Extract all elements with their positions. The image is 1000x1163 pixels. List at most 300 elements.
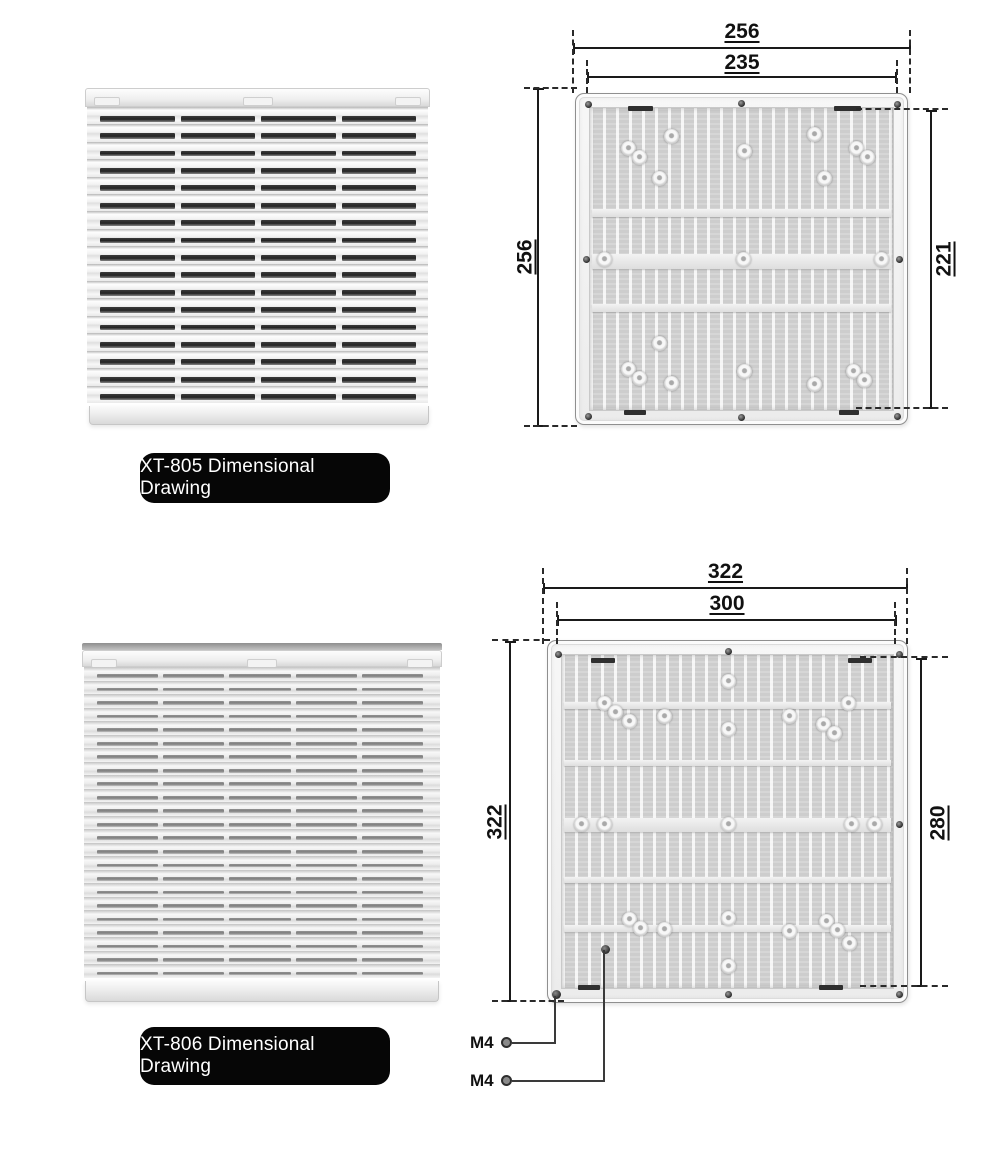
louver-slot [181,342,256,348]
leader-line [603,950,605,1082]
screw-boss [842,936,857,951]
louver-slot [261,342,336,348]
extension-line [524,425,577,427]
louver-slot [163,688,224,692]
louver-slots [97,931,423,935]
xt805-back-view [575,93,908,425]
louver-row [84,802,440,816]
louver-slot [296,809,357,813]
screw-boss [632,371,647,386]
louver-slot [342,185,417,191]
louver-slot [97,836,158,840]
louver-slot [362,674,423,678]
louver-slot [229,904,290,908]
louver-slots [100,220,416,226]
louver-slots [100,272,416,278]
louver-stack [84,667,440,978]
louver-slot [229,864,290,868]
louver-slot [229,945,290,949]
louver-slot [100,185,175,191]
screw-boss [721,722,736,737]
louver-slot [362,904,423,908]
extension-line [572,30,574,93]
louver-slots [97,836,423,840]
louver-slot [362,728,423,732]
louver-slot [163,972,224,976]
extension-line [524,87,577,89]
louver-slots [100,325,416,331]
louver-slot [342,116,417,122]
louver-slot [261,220,336,226]
screw-callout-label: M4 [470,1033,494,1052]
louver-slot [296,931,357,935]
louver-slot [261,377,336,383]
louver-slot [97,945,158,949]
louver-row [84,694,440,708]
louver-row [84,829,440,843]
louver-slot [97,931,158,935]
callout-bullet [501,1075,512,1086]
louver-row [87,246,428,263]
dim-value-805-inner-height: 221 [932,241,956,277]
louver-slots [100,255,416,261]
screw-boss [721,959,736,974]
dim-value-806-outer-width: 322 [707,560,744,583]
louver-slot [342,151,417,157]
louver-slot [261,359,336,365]
mounting-clip [624,410,646,415]
extension-line [556,602,558,644]
louver-slot [229,769,290,773]
louver-slot [97,958,158,962]
frame-screw [555,651,562,658]
louver-slots [97,918,423,922]
louver-slots [97,945,423,949]
screw-boss [736,252,751,267]
louver-slot [97,864,158,868]
dim-value-805-inner-width: 235 [724,51,760,74]
louver-slot [163,769,224,773]
louver-slot [261,325,336,331]
louver-row [84,721,440,735]
louver-slot [296,945,357,949]
extension-line [856,108,948,110]
louver-slot [97,918,158,922]
filter-band [592,304,891,312]
louver-row [84,735,440,749]
dim-line-806-inner-width [557,619,897,621]
louver-slot [296,850,357,854]
louver-row [84,708,440,722]
louver-slots [100,377,416,383]
louver-slots [100,151,416,157]
louver-slot [181,377,256,383]
louver-slot [261,394,336,400]
louver-slot [163,782,224,786]
louver-row [87,316,428,333]
louver-slot [362,972,423,976]
cap-tab [94,97,120,106]
leader-line [512,1080,605,1082]
louver-slots [100,394,416,400]
dim-line-805-inner-width [587,76,897,78]
dim-value-806-outer-height: 322 [483,804,507,840]
screw-boss [622,714,637,729]
louver-slots [100,168,416,174]
louver-slots [100,307,416,313]
louver-slot [342,342,417,348]
frame-screw [894,413,901,420]
louver-slot [296,904,357,908]
louver-row [84,964,440,978]
screw-boss [807,127,822,142]
grille-top-cap [82,650,442,667]
louver-slot [100,238,175,244]
louver-slot [362,945,423,949]
screw-boss [652,336,667,351]
louver-row [87,368,428,385]
louver-slot [229,755,290,759]
louver-row [87,229,428,246]
m4-screw-hole [552,990,561,999]
xt805-front-view [85,88,430,425]
louver-slot [296,864,357,868]
louver-slot [229,742,290,746]
extension-line [586,60,588,93]
louver-slots [97,877,423,881]
louver-slot [163,742,224,746]
louver-slot [100,220,175,226]
frame-screw [894,101,901,108]
screw-boss [597,252,612,267]
louver-slot [97,674,158,678]
screw-boss [830,923,845,938]
louver-slot [97,796,158,800]
grille-top-cap [85,88,430,107]
louver-slot [97,782,158,786]
louver-slot [296,823,357,827]
screw-boss [737,364,752,379]
frame-screw [896,821,903,828]
louver-slot [362,891,423,895]
louver-row [84,816,440,830]
screw-boss [737,144,752,159]
louver-slot [362,931,423,935]
louver-slots [97,769,423,773]
louver-slot [181,185,256,191]
screw-callout-label: M4 [470,1071,494,1090]
louver-slot [229,931,290,935]
xt806-back-view [547,640,908,1003]
louver-slots [100,185,416,191]
louver-slot [229,796,290,800]
louver-slot [163,850,224,854]
frame-screw [738,100,745,107]
louver-slot [261,238,336,244]
xt806-caption: XT-806 Dimensional Drawing [140,1027,390,1085]
louver-slots [100,238,416,244]
louver-slot [342,220,417,226]
louver-row [87,107,428,124]
screw-boss [860,150,875,165]
louver-slot [163,931,224,935]
louver-slot [97,809,158,813]
louver-slot [261,307,336,313]
louver-slot [261,203,336,209]
xt806-front-view [82,643,442,1003]
filter-band [564,760,891,766]
screw-boss [841,696,856,711]
louver-slot [261,116,336,122]
leader-line [512,1042,555,1044]
louver-slot [296,728,357,732]
louver-slot [163,836,224,840]
louver-slot [100,394,175,400]
frame-screw [896,991,903,998]
louver-slot [100,116,175,122]
louver-row [84,897,440,911]
louver-row [87,177,428,194]
frame-screw [725,991,732,998]
louver-slot [261,255,336,261]
louver-stack [87,107,428,403]
screw-boss [652,171,667,186]
louver-slot [296,755,357,759]
louver-slot [296,891,357,895]
louver-slot [229,877,290,881]
frame-screw [585,413,592,420]
louver-slot [296,688,357,692]
louver-slot [296,715,357,719]
grille-top-strip [82,643,442,650]
louver-slot [181,255,256,261]
louver-slot [163,823,224,827]
louver-slot [261,168,336,174]
louver-slot [181,151,256,157]
screw-boss [827,726,842,741]
louver-slot [100,272,175,278]
louver-row [84,775,440,789]
louver-slot [362,715,423,719]
extension-line [856,407,948,409]
louver-slot [100,133,175,139]
screw-boss [721,674,736,689]
mounting-clip [819,985,843,990]
louver-slots [97,742,423,746]
callout-bullet [501,1037,512,1048]
louver-slot [296,836,357,840]
louver-slot [100,255,175,261]
louver-slot [229,918,290,922]
extension-line [909,30,911,93]
louver-slots [97,823,423,827]
screw-boss [867,817,882,832]
louver-slot [362,796,423,800]
louver-slots [97,782,423,786]
louver-slot [163,958,224,962]
screw-boss [608,705,623,720]
extension-line [896,60,898,93]
louver-slot [342,359,417,365]
louver-row [84,924,440,938]
screw-boss [632,150,647,165]
louver-row [87,386,428,403]
louver-slot [181,168,256,174]
dim-value-805-outer-height: 256 [513,239,537,275]
screw-boss [574,817,589,832]
louver-slot [181,238,256,244]
filter-band [564,877,891,883]
louver-row [84,667,440,681]
louver-slot [181,220,256,226]
louver-slot [163,918,224,922]
frame-screw [725,648,732,655]
louver-slots [100,116,416,122]
louver-slot [342,255,417,261]
louver-slot [97,755,158,759]
louver-slot [229,728,290,732]
xt805-caption: XT-805 Dimensional Drawing [140,453,390,503]
louver-slot [362,769,423,773]
louver-slots [97,972,423,976]
louver-slot [362,688,423,692]
louver-slot [163,864,224,868]
louver-slot [97,972,158,976]
screw-boss [657,709,672,724]
screw-boss [721,911,736,926]
louver-slot [342,272,417,278]
louver-slot [296,918,357,922]
louver-slots [100,203,416,209]
louver-slot [362,823,423,827]
louver-slot [100,377,175,383]
mounting-clip [839,410,859,415]
louver-slot [229,836,290,840]
louver-slots [97,796,423,800]
screw-boss [633,921,648,936]
leader-line [554,996,556,1044]
louver-slot [163,701,224,705]
louver-slot [163,715,224,719]
extension-line [860,656,948,658]
louver-slot [163,904,224,908]
mounting-clip [578,985,600,990]
louver-row [84,681,440,695]
louver-row [87,281,428,298]
mounting-clip [591,658,615,663]
louver-row [87,211,428,228]
grille-base [89,406,429,425]
louver-slot [163,796,224,800]
dim-value-805-outer-width: 256 [724,20,760,43]
louver-slot [97,891,158,895]
louver-slot [97,742,158,746]
screw-boss [664,376,679,391]
louver-slot [229,688,290,692]
louver-slot [261,151,336,157]
louver-slot [342,133,417,139]
louver-slot [229,715,290,719]
louver-slot [342,203,417,209]
louver-slots [100,290,416,296]
frame-screw [585,101,592,108]
louver-slot [163,728,224,732]
louver-slot [97,715,158,719]
screw-boss [844,817,859,832]
louver-row [84,883,440,897]
louver-slot [97,850,158,854]
louver-slot [163,755,224,759]
louver-slot [296,972,357,976]
mounting-clip [848,658,872,663]
louver-slots [97,809,423,813]
louver-slot [163,877,224,881]
screw-boss [807,377,822,392]
louver-slots [97,904,423,908]
louver-slot [342,290,417,296]
louver-slot [181,116,256,122]
louver-slot [163,809,224,813]
screw-boss [817,171,832,186]
louver-slot [261,185,336,191]
louver-slot [362,742,423,746]
louver-row [87,333,428,350]
louver-slot [97,701,158,705]
screw-boss [874,252,889,267]
louver-slot [181,133,256,139]
louver-slot [163,945,224,949]
louver-slot [229,701,290,705]
louver-slot [362,836,423,840]
louver-slot [362,877,423,881]
louver-slot [229,891,290,895]
dim-value-806-inner-height: 280 [926,805,950,841]
screw-boss [721,817,736,832]
louver-row [84,937,440,951]
extension-line [492,639,550,641]
cap-tab [243,97,273,106]
extension-line [542,568,544,644]
filter-band [592,209,891,217]
louver-slot [97,728,158,732]
louver-slot [100,325,175,331]
louver-slot [296,877,357,881]
louver-slot [342,168,417,174]
louver-row [87,194,428,211]
cap-tab [395,97,421,106]
louver-slot [97,877,158,881]
louver-slot [362,958,423,962]
louver-slot [229,782,290,786]
louver-slot [342,394,417,400]
louver-slots [97,755,423,759]
louver-slots [97,891,423,895]
louver-slot [181,325,256,331]
louver-slot [342,325,417,331]
louver-row [87,142,428,159]
louver-row [84,856,440,870]
screw-boss [597,817,612,832]
louver-slot [97,904,158,908]
frame-screw [583,256,590,263]
louver-slot [100,168,175,174]
louver-slot [296,701,357,705]
louver-slots [100,133,416,139]
louver-slot [342,307,417,313]
screw-boss [657,922,672,937]
extension-line [894,602,896,644]
louver-slot [97,688,158,692]
